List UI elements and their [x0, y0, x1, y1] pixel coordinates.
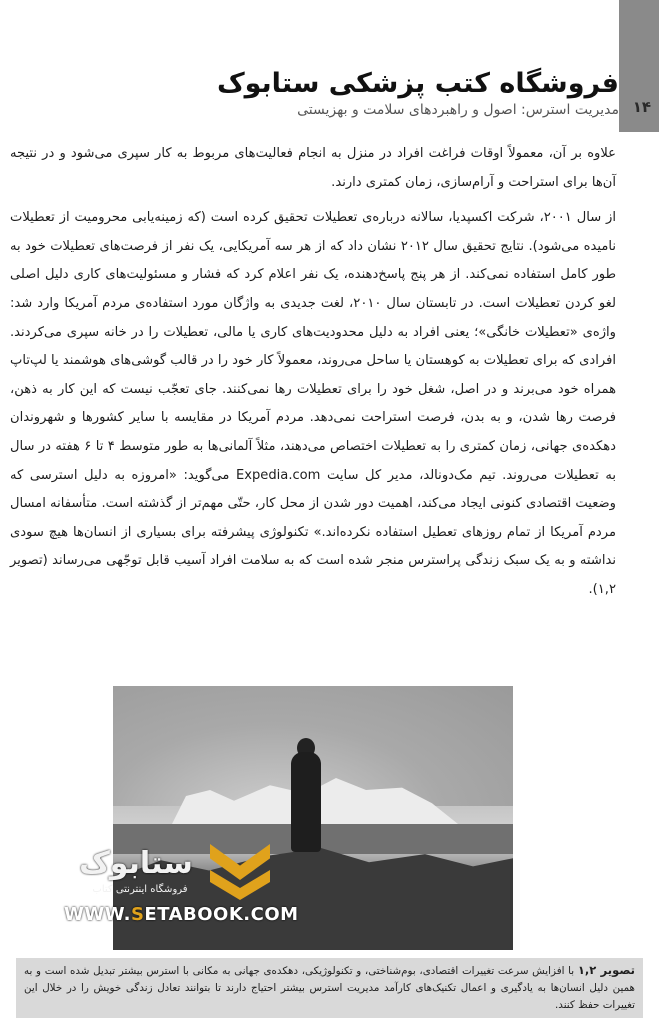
paragraph-1: علاوه بر آن، معمولاً اوقات فراغت افراد در منزل به انجام فعالیت‌های مربوط به کار سپری می‌شود و در نتیجه آن‌ها برای استراحت و آرام‌سازی، زمان کمتری دارند. — [10, 146, 616, 190]
photo-person — [291, 752, 321, 852]
logo-url-prefix: WWW. — [64, 904, 131, 925]
paragraph-2: از سال ۲۰۰۱، شرکت اکسپدیا، سالانه درباره‌ی تعطیلات تحقیق کرده است (که زمینه‌یابی محرومیت از تعطیلات نامیده می‌شود). نتایج تحقیق سال ۲۰۱۲ نشان داد که از هر سه آمریکایی، یک نفر از فرصت‌های تعطیلات خود به طور کامل استفاده نمی‌کند. از هر پنج پاسخ‌دهنده، یک نفر اعلام کرد که فشار و مسئولیت‌های کاری دلیل اصلی لغو کردن تعطیلات است. در تابستان سال ۲۰۱۰، لغت جدیدی به واژگان مورد استفاده‌ی مردم آمریکا وارد شد: واژه‌ی «تعطیلات خانگی»؛ یعنی افراد به دلیل محدودیت‌های کاری یا مالی، تعطیلات را در خانه سپری می‌کردند. افرادی که برای تعطیلات به کوهستان یا ساحل می‌روند، معمولاً کار خود را در قالب گوشی‌های هوشمند یا لپ‌تاپ همراه خود می‌برند و در اصل، شغل خود را برای تعطیلات رها نمی‌کنند. جای تعجّب نیست که این کار به ذهن، فرصت رها شدن، و به بدن، فرصت استراحت نمی‌دهد. مردم آمریکا در مقایسه با سایر کشورها و شهروندان دهکده‌ی جهانی، زمان کمتری را به تعطیلات اختصاص می‌دهند، مثلاً آلمانی‌ها به طور متوسط ۴ تا ۶ هفته در سال به تعطیلات می‌روند. تیم مک‌دونالد، مدیر کل سایت Expedia.com می‌گوید: «امروزه به دلیل استرسی که وضعیت اقتصادی کنونی ایجاد می‌کند، اهمیت دور شدن از محل کار، حتّی مهم‌تر از گذشته است. متأسفانه امسال مردم آمریکا از تمام روزهای تعطیل استفاده نکرده‌اند.» تکنولوژی پیشرفته برای بسیاری از انسان‌ها هیچ سودی نداشته و به یک سبک زندگی پراسترس منجر شده است که به سلامت افراد آسیب قابل توجّهی می‌رساند (تصویر ۱,۲). — [10, 210, 617, 597]
figure-caption — [16, 958, 643, 1018]
watermark-title: فروشگاه کتب پزشکی ستابوک — [216, 68, 619, 99]
page-number: ۱۴ — [632, 98, 651, 116]
caption-label: تصویر ۱,۲ — [577, 963, 635, 977]
logo-wordmark: ستابوک — [79, 846, 193, 881]
logo-url-rest: ETABOOK.COM — [144, 904, 299, 925]
logo-url — [64, 904, 299, 925]
logo-subtitle: فروشگاه اینترنتی کتاب — [92, 884, 188, 895]
logo-url-accent: S — [130, 904, 145, 925]
caption-text: با افزایش سرعت تغییرات اقتصادی، بوم‌شناختی، و تکنولوژیکی، دهکده‌ی جهانی به مکانی با استرس بیشتر تبدیل شده است و به همین دلیل انسان‌ها به یادگیری و اعمال تکنیک‌های کارآمد مدیریت استرس بیشتر احتیاج دارند تا بتوانند تعادل زندگی خویش را در خلال این تغییرات حفظ کنند. — [24, 965, 635, 1011]
publisher-logo — [60, 840, 299, 930]
body-text — [10, 140, 616, 605]
running-header: مدیریت استرس: اصول و راهبردهای سلامت و بهزیستی — [297, 102, 619, 118]
